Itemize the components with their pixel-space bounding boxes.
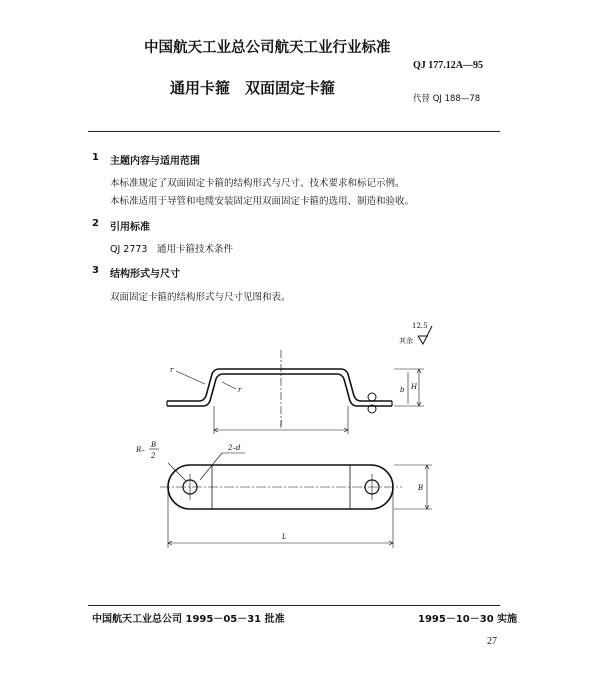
section-2-number: 2 [92,218,99,229]
label-holes: 2–d [228,444,241,452]
label-b-small: b [400,386,405,394]
section-1-number: 1 [92,152,99,163]
label-R-prefix: R– [136,446,145,454]
section-2-reference: QJ 2773 通用卡箍技术条件 [110,244,233,255]
leader-r-mid [222,382,236,389]
label-r-mid: r [238,386,242,394]
label-l: l [280,420,283,428]
section-3-paragraph-1: 双面固定卡箍的结构形式与尺寸见图和表。 [110,292,291,303]
label-R-denominator: 2 [151,452,156,460]
roughness-label: 其余 [399,337,413,345]
label-H: H [411,383,418,391]
leader-r-top [176,371,205,384]
approval-date: 中国航天工业总公司 1995－05－31 批准 [92,614,285,625]
footer-rule [88,605,500,606]
section-1-title: 主题内容与适用范围 [110,156,200,167]
label-r-top: r [170,366,174,374]
label-R-numerator: B [151,441,157,449]
section-1-paragraph-2: 本标准适用于导管和电缆安装固定用双面固定卡箍的选用、制造和验收。 [110,196,415,207]
label-L: L [282,533,287,541]
roughness-value: 12.5 [412,322,428,330]
replaces-standard: 代替 QJ 188—78 [413,94,481,104]
section-2-title: 引用标准 [110,222,150,233]
section-3-title: 结构形式与尺寸 [110,269,180,280]
page-number: 27 [487,636,497,647]
leader-holes [200,453,222,480]
side-hole-mark [368,393,376,401]
section-3-number: 3 [92,265,99,276]
label-B: B [418,484,424,492]
section-1-paragraph-1: 本标准规定了双面固定卡箍的结构形式与尺寸、技术要求和标记示例。 [110,178,405,189]
implementation-date: 1995－10－30 实施 [418,614,518,625]
document-title: 通用卡箍 双面固定卡箍 [170,79,336,97]
standard-number: QJ 177.12A—95 [413,60,483,71]
publisher-title: 中国航天工业总公司航天工业行业标准 [144,40,391,56]
